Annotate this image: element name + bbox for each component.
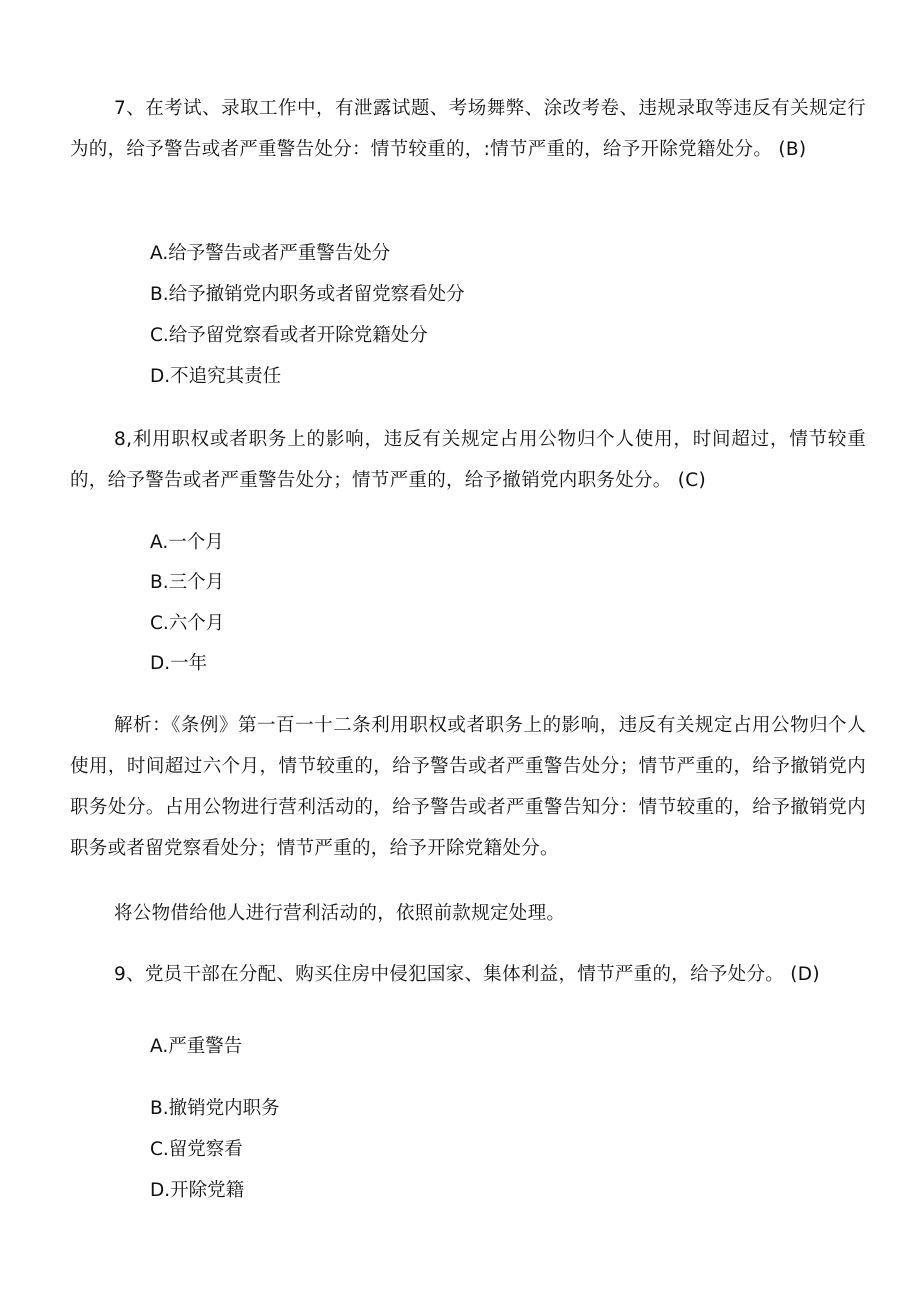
question-7-option-a: A.给予警告或者严重警告处分 [150,243,391,264]
question-9-stem: 9、党员干部在分配、购买住房中侵犯国家、集体利益，情节严重的，给予处分。 (D) [114,964,820,985]
question-8-option-c: C.六个月 [150,613,225,634]
question-8-note: 将公物借给他人进行营利活动的，依照前款规定处理。 [114,903,566,924]
question-7-stem: 7、在考试、录取工作中，有泄露试题、考场舞弊、涂改考卷、违规录取等违反有关规定行为的，给予警告或者严重警告处分：情节较重的，:情节严重的，给予开除党籍处分。 (B) [70,98,866,160]
question-8-option-d: D.一年 [150,653,208,674]
question-8-analysis: 解析：《条例》第一百一十二条利用职权或者职务上的影响，违反有关规定占用公物归个人使用，时间超过六个月，情节较重的，给予警告或者严重警告处分；情节严重的，给予撤销党内职务处分。占用公物进行营利活动的，给予警告或者严重警告知分：情节较重的，给予撤销党内职务或者留党察看处分；情节严重的，给予开除党籍处分。 [70,715,866,859]
question-9-option-d: D.开除党籍 [150,1180,245,1201]
question-7-option-b: B.给予撤销党内职务或者留党察看处分 [150,284,465,305]
question-7-option-d: D.不追究其责任 [150,366,282,387]
question-8-stem: 8,利用职权或者职务上的影响，违反有关规定占用公物归个人使用，时间超过，情节较重的，给予警告或者严重警告处分；情节严重的，给予撤销党内职务处分。 (C) [70,429,866,491]
question-9-option-c: C.留党察看 [150,1139,243,1160]
question-9-option-a: A.严重警告 [150,1036,243,1057]
question-9-option-b: B.撤销党内职务 [150,1098,280,1119]
question-7-option-c: C.给予留党察看或者开除党籍处分 [150,325,428,346]
question-8-option-b: B.三个月 [150,572,225,593]
question-8-option-a: A.一个月 [150,532,224,553]
